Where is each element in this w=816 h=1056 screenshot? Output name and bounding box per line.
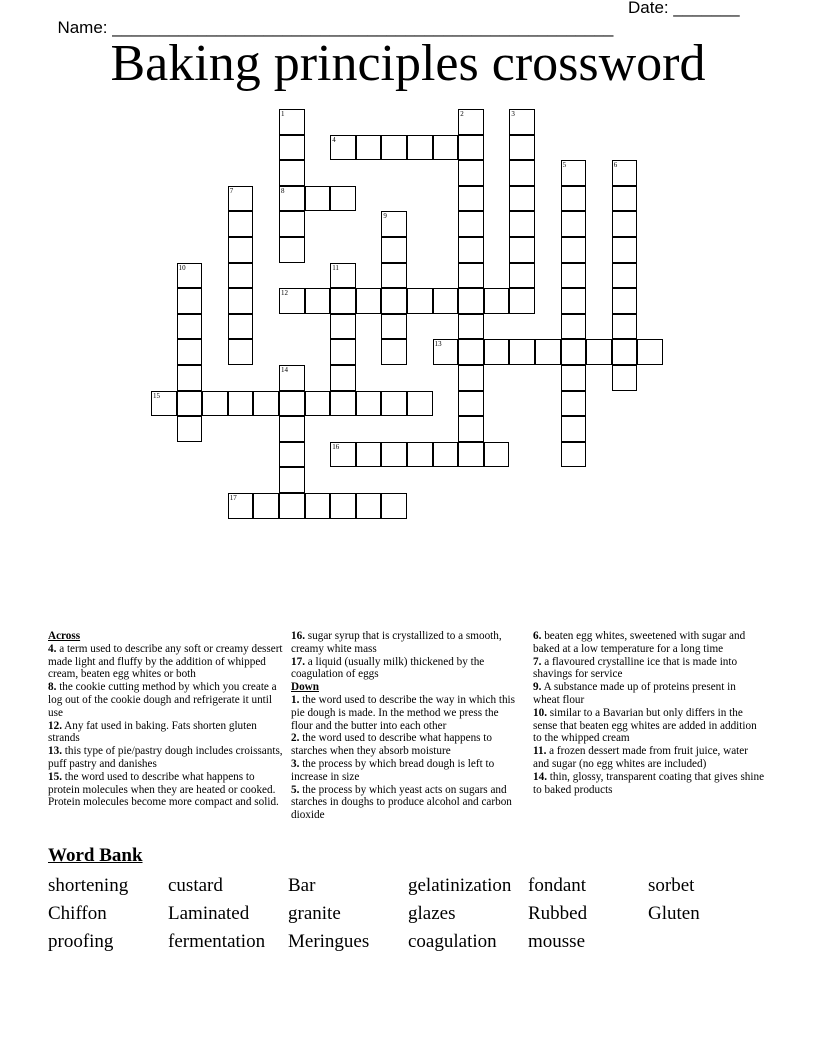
clue-across-8: 8. the cookie cutting method by which you create a log out of the cookie dough and refrigerate it until use — [48, 681, 277, 719]
clue-across-15: 15. the word used to describe what happens to protein molecules when they are heated or cooked. Protein molecules become more compact and solid. — [48, 770, 279, 809]
date-field[interactable]: Date: _______ — [628, 0, 740, 17]
grid-cell[interactable] — [330, 135, 356, 161]
grid-cell[interactable] — [356, 493, 382, 519]
grid-cell[interactable] — [509, 211, 535, 237]
grid-cell[interactable] — [612, 365, 638, 391]
grid-cell[interactable] — [279, 467, 305, 493]
grid-cell[interactable] — [433, 339, 459, 365]
grid-cell[interactable] — [356, 288, 382, 314]
grid-cell[interactable] — [330, 493, 356, 519]
clue-across-12: 12. Any fat used in baking. Fats shorten gluten strands — [48, 719, 257, 745]
across-heading: Across — [48, 630, 81, 642]
grid-cell[interactable] — [458, 416, 484, 442]
clue-number: 6 — [613, 161, 618, 170]
clue-down-9: 9. A substance made up of proteins present in wheat flour — [533, 681, 736, 706]
grid-cell[interactable] — [228, 288, 254, 314]
grid-cell[interactable] — [612, 186, 638, 212]
clue-down-7: 7. a flavoured crystalline ice that is made into shavings for service — [533, 655, 738, 681]
word-bank-item: Chiffon — [48, 903, 107, 924]
grid-cell[interactable] — [356, 442, 382, 468]
grid-cell[interactable] — [279, 135, 305, 161]
grid-cell[interactable] — [407, 288, 433, 314]
grid-cell[interactable] — [612, 237, 638, 263]
clue-number: 1 — [281, 110, 285, 118]
grid-cell[interactable] — [279, 416, 305, 442]
grid-cell[interactable] — [202, 391, 228, 417]
name-field[interactable]: Name: _____________________________________________________ — [57, 18, 614, 37]
grid-cell[interactable] — [381, 493, 407, 519]
word-bank-item: Laminated — [168, 903, 250, 924]
grid-cell[interactable] — [458, 135, 484, 161]
clue-across-17: 17. a liquid (usually milk) thickened by the coagulation of eggs — [291, 655, 485, 681]
grid-cell[interactable] — [279, 109, 305, 135]
grid-cell[interactable] — [612, 263, 638, 289]
grid-cell[interactable] — [484, 339, 510, 365]
clues-column-3 — [533, 630, 765, 796]
clue-number: 5 — [562, 161, 567, 170]
grid-cell[interactable] — [228, 391, 254, 417]
grid-cell[interactable] — [509, 288, 535, 314]
grid-cell[interactable] — [279, 186, 305, 212]
grid-cell[interactable] — [433, 442, 459, 468]
clue-number: 11 — [332, 263, 339, 272]
grid-cell[interactable] — [407, 391, 433, 417]
clue-across-16: 16. sugar syrup that is crystallized to a smooth, creamy white mass — [291, 630, 502, 655]
grid-cell[interactable] — [561, 288, 587, 314]
grid-cell[interactable] — [458, 263, 484, 289]
word-bank-item: Rubbed — [528, 903, 588, 924]
grid-cell[interactable] — [177, 339, 203, 365]
word-bank-item: Meringues — [288, 931, 370, 952]
clue-number: 16 — [332, 442, 340, 451]
grid-cell[interactable] — [177, 314, 203, 340]
word-bank-item: shortening — [48, 875, 129, 896]
word-bank-item: glazes — [408, 903, 456, 924]
grid-cell[interactable] — [509, 263, 535, 289]
clue-across-13: 13. this type of pie/pastry dough includes croissants, puff pastry and danishes — [48, 745, 283, 770]
grid-cell[interactable] — [253, 391, 279, 417]
grid-cell[interactable] — [305, 186, 331, 212]
grid-cell[interactable] — [561, 314, 587, 340]
grid-cell[interactable] — [612, 160, 638, 186]
grid-cell[interactable] — [305, 391, 331, 417]
grid-cell[interactable] — [561, 442, 587, 468]
grid-cell[interactable] — [458, 314, 484, 340]
grid-cell[interactable] — [458, 391, 484, 417]
down-heading: Down — [291, 681, 319, 694]
clue-number: 3 — [511, 110, 515, 118]
word-bank-item: proofing — [48, 931, 114, 952]
grid-cell[interactable] — [612, 314, 638, 340]
grid-cell[interactable] — [458, 160, 484, 186]
word-bank-item: granite — [288, 903, 341, 924]
grid-cell[interactable] — [561, 416, 587, 442]
grid-cell[interactable] — [305, 288, 331, 314]
clue-number: 13 — [434, 340, 442, 349]
grid-cell[interactable] — [330, 288, 356, 314]
grid-cell[interactable] — [381, 314, 407, 340]
grid-cell[interactable] — [509, 160, 535, 186]
grid-cell[interactable] — [561, 237, 587, 263]
grid-cell[interactable] — [356, 391, 382, 417]
grid-cell[interactable] — [279, 365, 305, 391]
grid-cell[interactable] — [381, 391, 407, 417]
clue-number: 2 — [460, 110, 464, 118]
grid-cell[interactable] — [279, 442, 305, 468]
grid-cell[interactable] — [561, 365, 587, 391]
clue-down-3: 3. the process by which bread dough is left to increase in size — [291, 757, 495, 783]
grid-cell[interactable] — [561, 186, 587, 212]
word-bank-item: coagulation — [408, 931, 497, 952]
grid-cell[interactable] — [561, 391, 587, 417]
clues-column-1 — [48, 630, 283, 809]
grid-cell[interactable] — [561, 339, 587, 365]
grid-cell[interactable] — [177, 391, 203, 417]
grid-cell[interactable] — [151, 391, 177, 417]
clue-number: 12 — [281, 289, 288, 298]
grid-cell[interactable] — [509, 339, 535, 365]
grid-cell[interactable] — [484, 442, 510, 468]
grid-cell[interactable] — [330, 365, 356, 391]
clue-number: 15 — [153, 391, 160, 400]
grid-cell[interactable] — [305, 493, 331, 519]
grid-cell[interactable] — [279, 288, 305, 314]
clue-down-14: 14. thin, glossy, transparent coating that gives shine to baked products — [533, 770, 765, 796]
clue-number: 8 — [281, 186, 285, 195]
word-bank-item: custard — [168, 875, 223, 896]
word-bank-item: sorbet — [648, 875, 695, 896]
clue-number: 17 — [229, 494, 237, 502]
word-bank-item: Gluten — [648, 903, 700, 924]
clue-down-10: 10. similar to a Bavarian but only differs in the sense that beaten egg whites are added in addition to the whipped cream — [533, 706, 757, 745]
page-title: Baking principles crossword — [110, 35, 706, 92]
clue-across-4: 4. a term used to describe any soft or creamy dessert made light and fluffy by the addition of whipped cream, beaten egg whites or both — [48, 642, 283, 681]
grid-cell[interactable] — [612, 211, 638, 237]
grid-cell[interactable] — [458, 109, 484, 135]
clue-down-1: 1. the word used to describe the way in which this pie dough is made. In the method we press the flour and the butter into each other — [291, 693, 516, 732]
clue-number: 4 — [332, 135, 336, 144]
grid-cell[interactable] — [177, 416, 203, 442]
grid-cell[interactable] — [330, 263, 356, 289]
grid-cell[interactable] — [228, 211, 254, 237]
grid-cell[interactable] — [228, 339, 254, 365]
grid-cell[interactable] — [228, 237, 254, 263]
grid-cell[interactable] — [330, 314, 356, 340]
grid-cell[interactable] — [612, 339, 638, 365]
grid-cell[interactable] — [458, 288, 484, 314]
clue-number: 10 — [178, 263, 186, 272]
grid-cell[interactable] — [484, 288, 510, 314]
grid-cell[interactable] — [433, 288, 459, 314]
grid-cell[interactable] — [279, 493, 305, 519]
grid-cell[interactable] — [279, 211, 305, 237]
clues-column-2 — [291, 630, 523, 822]
word-bank-item: mousse — [528, 931, 585, 952]
clue-down-6: 6. beaten egg whites, sweetened with sugar and baked at a low temperature for a long time — [533, 630, 746, 655]
word-bank-item: fondant — [528, 875, 587, 896]
grid-cell[interactable] — [509, 135, 535, 161]
grid-cell[interactable] — [509, 237, 535, 263]
grid-cell[interactable] — [458, 442, 484, 468]
grid-cell[interactable] — [381, 263, 407, 289]
grid-cell[interactable] — [381, 237, 407, 263]
grid-cell[interactable] — [177, 288, 203, 314]
grid-cell[interactable] — [612, 288, 638, 314]
clue-down-11: 11. a frozen dessert made from fruit juice, water and sugar (no egg whites are included) — [533, 745, 748, 770]
grid-cell[interactable] — [561, 211, 587, 237]
grid-cell[interactable] — [177, 263, 203, 289]
word-bank-item: Bar — [288, 875, 316, 896]
grid-cell[interactable] — [330, 442, 356, 468]
grid-cell[interactable] — [509, 186, 535, 212]
grid-cell[interactable] — [228, 186, 254, 212]
grid-cell[interactable] — [279, 160, 305, 186]
grid-cell[interactable] — [381, 135, 407, 161]
word-bank-title: Word Bank — [48, 845, 143, 866]
grid-cell[interactable] — [458, 211, 484, 237]
grid-cell[interactable] — [561, 263, 587, 289]
grid-cell[interactable] — [458, 186, 484, 212]
grid-cell[interactable] — [561, 160, 587, 186]
grid-cell[interactable] — [279, 237, 305, 263]
grid-cell[interactable] — [228, 493, 254, 519]
grid-cell[interactable] — [535, 339, 561, 365]
grid-cell[interactable] — [253, 493, 279, 519]
grid-cell[interactable] — [407, 135, 433, 161]
grid-cell[interactable] — [458, 237, 484, 263]
grid-cell[interactable] — [586, 339, 612, 365]
grid-cell[interactable] — [381, 211, 407, 237]
grid-cell[interactable] — [407, 442, 433, 468]
clue-number: 9 — [383, 212, 387, 221]
grid-cell[interactable] — [381, 442, 407, 468]
word-bank-item: fermentation — [168, 931, 266, 952]
clue-down-2: 2. the word used to describe what happens to starches when they absorb moisture — [291, 732, 493, 758]
grid-cell[interactable] — [177, 365, 203, 391]
grid-cell[interactable] — [458, 365, 484, 391]
word-bank-item: gelatinization — [408, 875, 512, 896]
grid-cell[interactable] — [433, 135, 459, 161]
grid-cell[interactable] — [330, 391, 356, 417]
grid-cell[interactable] — [356, 135, 382, 161]
grid-cell[interactable] — [458, 339, 484, 365]
grid-cell[interactable] — [228, 263, 254, 289]
grid-cell[interactable] — [637, 339, 663, 365]
grid-cell[interactable] — [381, 339, 407, 365]
clue-number: 7 — [229, 186, 234, 195]
grid-cell[interactable] — [279, 391, 305, 417]
grid-cell[interactable] — [330, 186, 356, 212]
grid-cell[interactable] — [509, 109, 535, 135]
grid-cell[interactable] — [381, 288, 407, 314]
grid-cell[interactable] — [330, 339, 356, 365]
clue-number: 14 — [281, 366, 288, 374]
clue-down-5: 5. the process by which yeast acts on sugars and starches in doughs to produce alcohol and carbon dioxide — [291, 783, 512, 822]
grid-cell[interactable] — [228, 314, 254, 340]
